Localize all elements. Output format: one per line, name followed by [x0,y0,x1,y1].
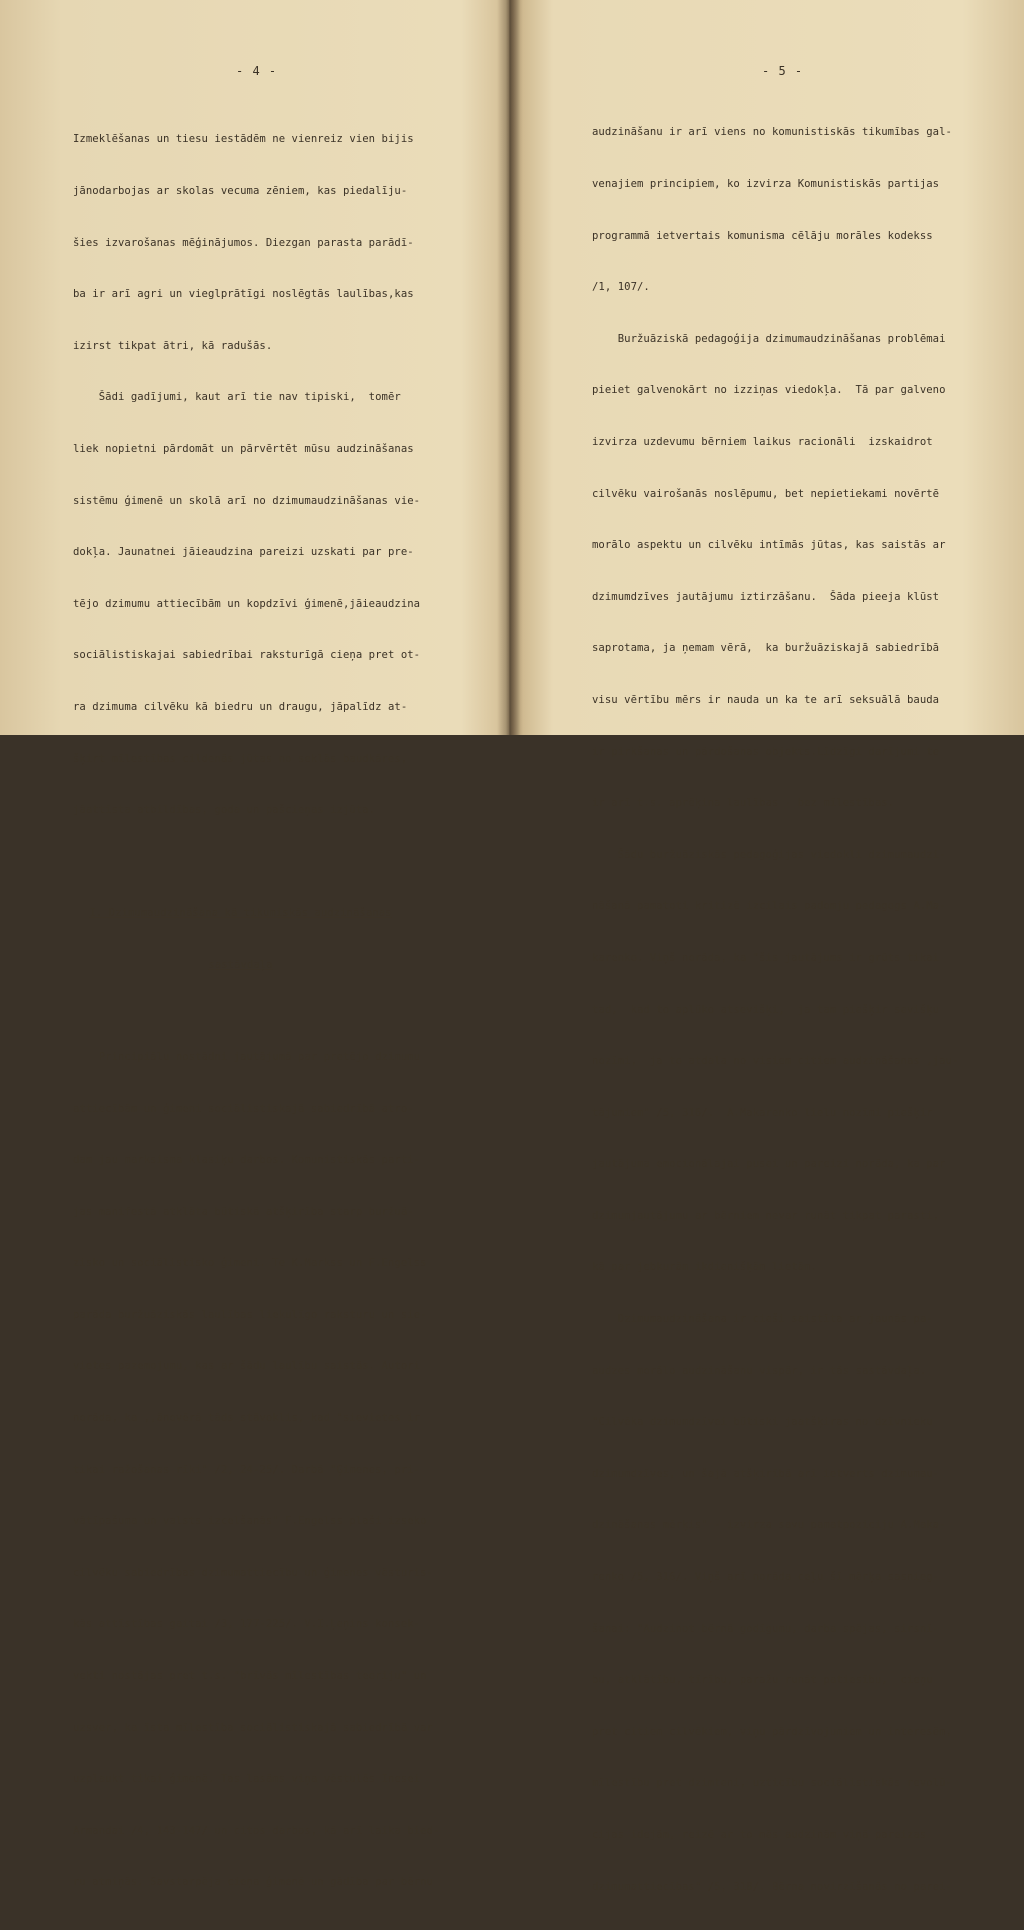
text-line: šies izvarošanas mēģinājumos. Diezgan parasta parādī- [73,236,414,249]
text-line: Izmeklēšanas un tiesu iestādēm ne vienreiz vien bijis [73,133,414,146]
text-line: Armandai /4, 143-147/ un citos darbos, kā arī laika bied- [73,1824,440,1837]
text-line: dokļa. Jaunatnei jāieaudzina pareizi uzskati par pre- [73,546,414,559]
section-heading-continued: sastāvdaļa [208,958,273,971]
text-line: ru atmiņās. Savstarpēja cieņa ģimenē un gādība par bērnu [73,1876,433,1889]
text-line: venajiem principiem, ko izvirza Komunistiskās partijas [592,178,940,190]
text-line: parāda buržuāziskās laulības liekulīgo raksturu un sie- [73,1308,427,1321]
text-line: bu, atklātību, tīrību, paražu runāt patiesību, cieņu [592,1674,933,1687]
text-line: vekti nostājas pret t.s. "brīvās mīlestības teoriju" un [73,1670,427,1683]
text-line: dam jau marksisma klasiķu darbos. Komunistiskās parti- [73,1154,421,1167]
text-line: Buržuāziskā pedagoģija dzimumaudzināšanas problēmai [592,332,946,345]
right-page [517,0,1024,1893]
text-line: ra dzimuma cilvēku kā biedru un draugu, jāpalīdz at- [73,700,408,713]
text-line: mīlestību pret dzimteni, uzticību sociālistiskās revolū- [592,1777,952,1790]
text-line: liek nopietni pārdomāt un pārvērtēt mūsu audzināšanas [73,442,414,455]
text-line: /1, 107/. [592,281,650,294]
text-line: šķirt mīlestības cildenās jūtas no seklās baudkāres, [73,752,408,765]
page-number: - 4 - [236,64,278,78]
text-line: dzināšanas mērķis" - izvirza savu pamatpoziciju A.Maka- [592,1519,946,1532]
text-line: pieiet galvenokārt no izziņas viedokļa. Tā par galveno [592,384,946,397]
text-line: morālo aspektu un cilvēku intīmās jūtas, kas saistās ar [592,539,946,552]
text-line: tējo dzimumu attiecībām un kopdzīvi ģimenē,jāieaudzina [73,597,421,610]
text-line: kās attīstības gaitai /3, 177-225/. V.I.Ļeņins konsek- [73,1618,421,1631]
text-line: izirst tikpat ātri, kā radušās. [73,339,273,352]
text-line: nozīmi, ja to atdala no visiem citiem audzināšanas ,jau- [592,1055,959,1068]
text-line: jāattīsta atbildības, goda un pašcieņas izjūta. [73,804,376,817]
text-line: Šādi gadījumi, kaut arī tie nav tipiski, tomēr [73,391,401,404]
text-line: dzimumattiecības" /5, 318/. Bērna novirzīšanās no parei- [592,1880,952,1893]
text-line: tājumiem" /5, 316/. A.Makarenko lielu nozīmi piešķir [592,1106,933,1119]
text-line: zisko un sociālistisko ģimeni. Te K.Markss un F.Engelss [73,1257,427,1270]
text-line: jautājuma emocionālajai pusei un pareizi norāda, ka par [592,1158,946,1171]
text-line: nāšanā pamatoti kritizē izcilais padomju pedagogs A.Ma- [592,900,946,913]
spacer [73,1009,439,1015]
text-line: dzimumjautājumu ar bērniem nevar runāt tikpat parasti, [592,1209,940,1222]
text-line: Dzimumaudzināšana ir cieši saistīta ar jaunās pa- [592,1313,933,1326]
text-line: karenko. Viņš norāda, ka "šis jautājums ir grūts tikai [592,951,940,964]
text-line: Principiālu nostādni jautājumā par pretējo dzimumu [73,1050,421,1063]
text-line: "Cilvēka dzimumdzīvei būtiski jaatšķiras no dzīvnieku [592,1416,933,1429]
spacer [73,854,439,871]
text-line: cijas idejām, reizē ar to mēs audzinām viņā pareizas [592,1829,927,1841]
left-page-text [73,97,439,1926]
text-line: renko /5, 316/. Viņš arī norāda ceļu šī mērķa sasnieg- [592,1571,940,1584]
text-line: cilvēku sabiedrības dzimumattiecību un ģimenes vēsturis- [73,1566,433,1579]
text-line: programmā ietvertais komunisma cēlāju morāles kodekss [592,229,933,242]
text-line: tad, kad to aplūko atsevišķi, ja tam piešķir sevišķu [592,1003,940,1016]
page-number: - 5 - [762,64,804,78]
text-line: dzimumdzīves jautājumu iztirzāšanu. Šāda pieeja klūst [592,590,940,603]
text-line: attiecībām un ģimeni sociālistiskajā sabiedrībā atro- [73,1102,414,1115]
text-line: jānodarbojas ar skolas vecuma zēniem, kas piedalīju- [73,185,408,197]
text-line: izvirza uzdevumu bērniem laikus racionāli izskaidrot [592,435,933,448]
text-line: cilvēku vairošanās noslēpumu, bet nepietiekami novērtē [592,487,940,500]
text-line: ir pirkšanas un pārdošanas objekts.Līdzīgi darījumi te [592,745,940,758]
text-line: vātīpašuma un valsts izcelšanās" F.Engelss plaši izseko [73,1515,427,1528]
section-heading: I. Dzimumaudzināšana kā tikumiskās audzināšanas [89,907,392,920]
text-line: audzes morālo audzināšanu vispār, ir tās sastāvdaļa. [592,1364,927,1377]
text-line: ir arī t.s. aprēķina laulības - bez mīlestības. [592,797,895,810]
right-page-text [592,90,958,1930]
text-line: norāda, ka ,,ānovērā tāds stāvoklis, kad "sievietes ir [73,1412,421,1425]
text-line: Šādu buržuāziskās pedagoģijas viedokli dzimumaudzi- [592,848,946,861]
text-line: vietes pazemojumu, kas ar šādu laulību saistās. Autori [73,1360,421,1373]
text-line: tikai ražošanas rīki" /2, 24-25/. Darbā "Ģimenes, pri- [73,1463,421,1476]
text-line: audzināšanu ir arī viens no komunistiskās tikumības gal- [592,126,952,139]
text-line: uzplaukt tikai ģimenē. Tas lasāms viņa vēstulēs Inesei [73,1773,421,1786]
left-page [0,0,505,1889]
text-line: ba ir arī agri un vieglprātīgi noslēgtās laulības,kas [73,288,414,301]
text-line: sociālistiskajai sabiedrībai raksturīgā cieņa pret ot- [73,649,421,662]
text-line: pret citiem cilvēkiem, viņu pārdzīvojumiem un interesēm, [592,1725,952,1738]
text-line: dzimumdzīves, un šajā atšķirībā arī ietverts dzimumau- [592,1467,940,1480]
text-line: saprotama, ja ņemam vērā, ka buržuāziskajā sabiedrībā [592,642,940,655]
text-line: kā par jebkurām ikdienišķām lietām. [592,1261,817,1274]
text-line: jas manifestā atklāta būtiskā atšķirība starp buržuā- [73,1205,414,1218]
text-line: sistēmu ģimenē un skolā arī no dzimumaudzināšanas vie- [73,494,421,507]
text-line: uzsver, ka īsta mīlestība sociālistiskajā sabiedrībā var [73,1721,433,1734]
text-line: šanai: "Audzinot bērnā godīgumu, darba spējas, sirsnī- [592,1622,940,1635]
text-line: visu vērtību mērs ir nauda un ka te arī seksuālā bauda [592,693,940,706]
